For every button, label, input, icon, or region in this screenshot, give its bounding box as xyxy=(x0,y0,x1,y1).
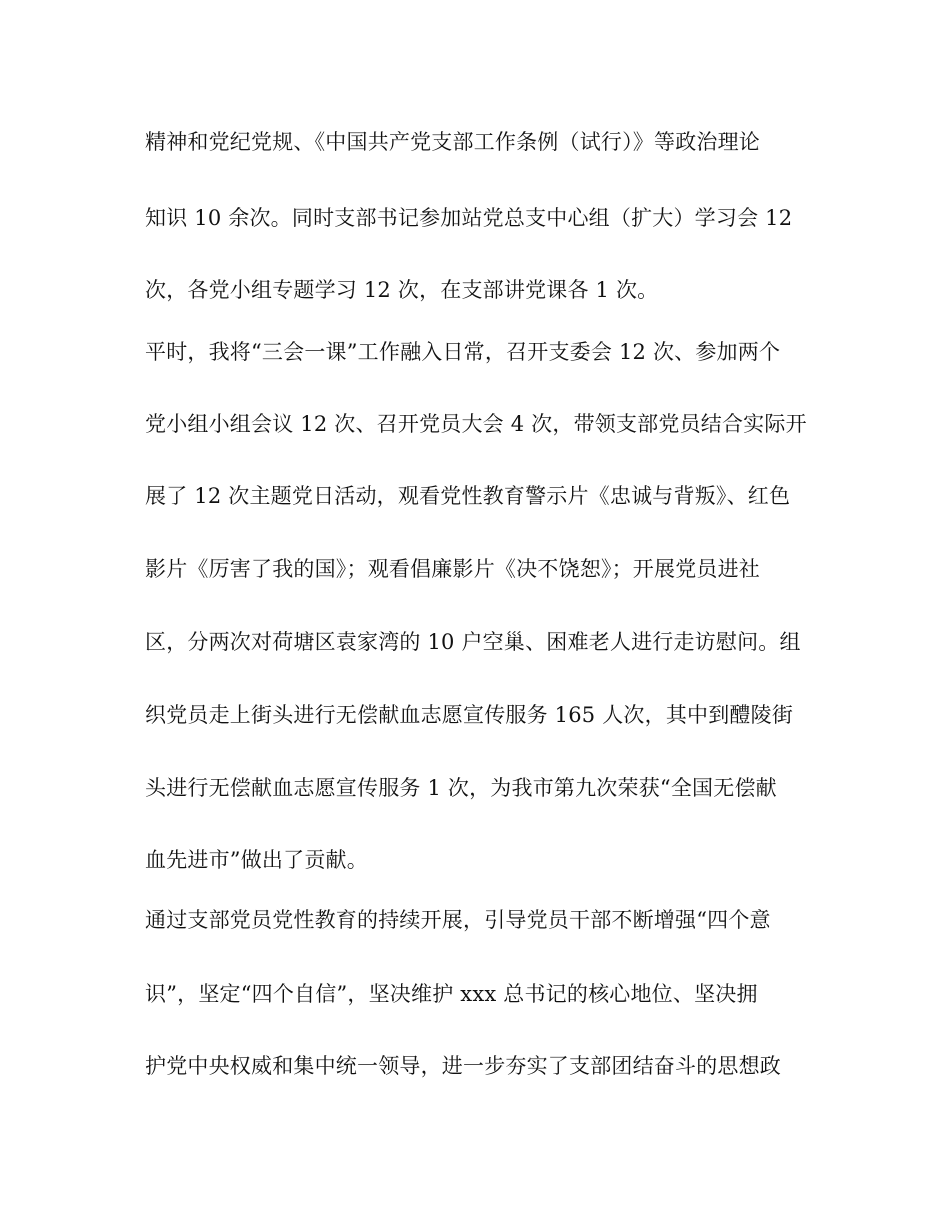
text-line: 区，分两次对荷塘区袁家湾的 10 户空巢、困难老人进行走访慰问。组 xyxy=(145,630,801,654)
text-line: 识”，坚定“四个自信”，坚决维护 xxx 总书记的核心地位、坚决拥 xyxy=(145,982,758,1006)
text-line: 党小组小组会议 12 次、召开党员大会 4 次，带领支部党员结合实际开 xyxy=(145,412,807,436)
text-line: 通过支部党员党性教育的持续开展，引导党员干部不断增强“四个意 xyxy=(145,908,771,932)
text-line: 知识 10 余次。同时支部书记参加站党总支中心组（扩大）学习会 12 xyxy=(145,206,793,230)
text-line: 展了 12 次主题党日活动，观看党性教育警示片《忠诚与背叛》、红色 xyxy=(145,484,791,508)
text-line: 次，各党小组专题学习 12 次，在支部讲党课各 1 次。 xyxy=(145,278,659,302)
text-line: 织党员走上街头进行无偿献血志愿宣传服务 165 人次，其中到醴陵街 xyxy=(145,703,794,727)
text-line: 影片《厉害了我的国》；观看倡廉影片《决不饶恕》；开展党员进社 xyxy=(145,557,760,581)
text-line: 精神和党纪党规、《中国共产党支部工作条例（试行）》等政治理论 xyxy=(145,130,760,154)
text-line: 平时，我将“三会一课”工作融入日常，召开支委会 12 次、参加两个 xyxy=(145,340,781,364)
text-line: 头进行无偿献血志愿宣传服务 1 次，为我市第九次荣获“全国无偿献 xyxy=(145,776,777,800)
text-line: 护党中央权威和集中统一领导，进一步夯实了支部团结奋斗的思想政 xyxy=(145,1054,781,1078)
text-line: 血先进市”做出了贡献。 xyxy=(145,848,368,872)
